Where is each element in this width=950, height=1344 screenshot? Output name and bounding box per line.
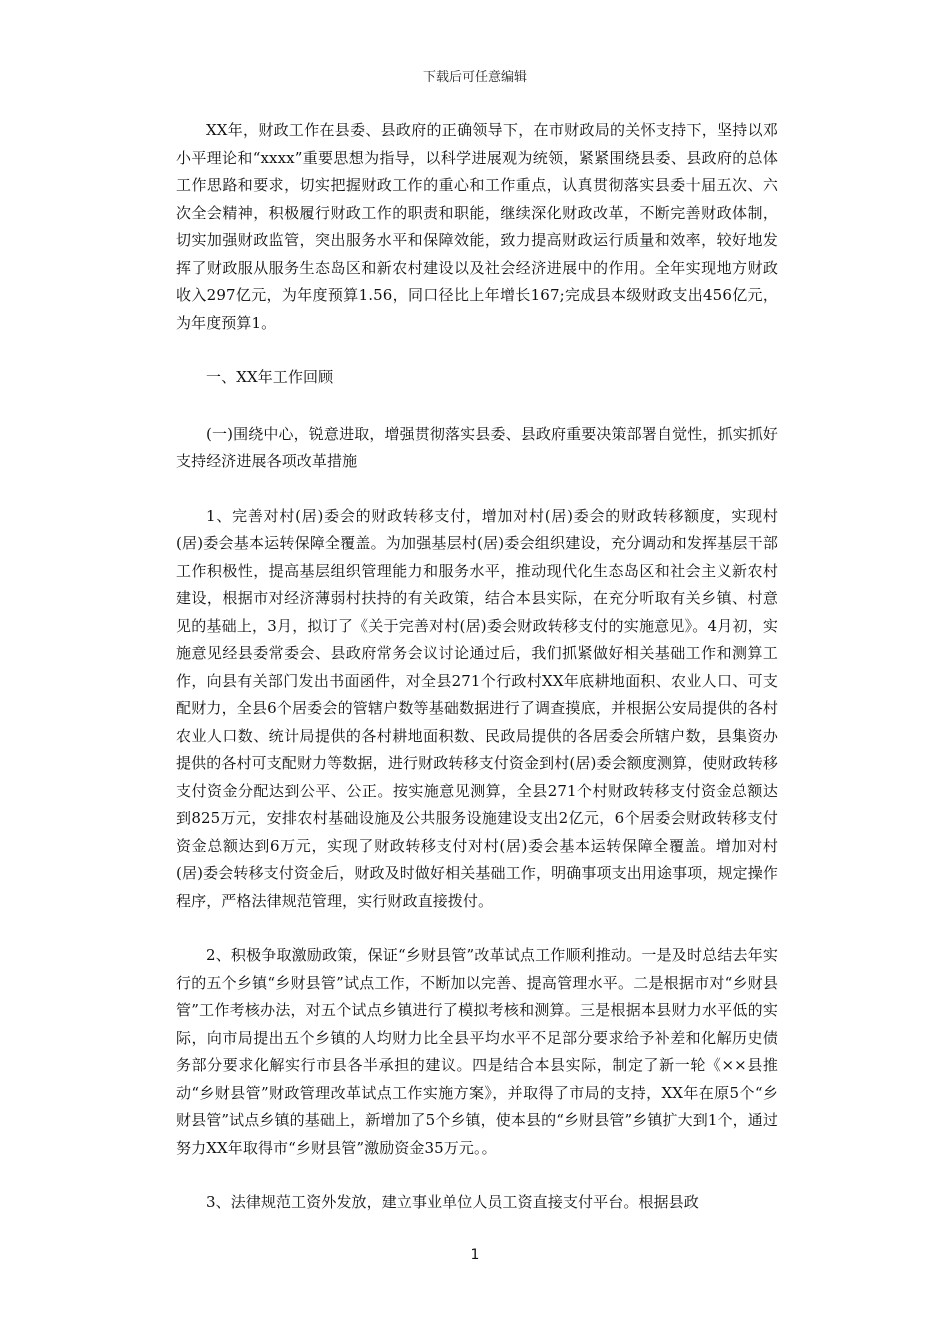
- body-paragraph-3: 3、法律规范工资外发放，建立事业单位人员工资直接支付平台。根据县政: [206, 1193, 699, 1211]
- page-header-note: 下载后可任意编辑: [422, 70, 527, 85]
- document-body: [176, 117, 778, 1244]
- subsection-heading: (一)围绕中心，锐意进取，增强贯彻落实县委、县政府重要决策部署自觉性，抓实抓好支持经济进展各项改革措施: [176, 424, 778, 470]
- body-paragraph-1: 1、完善对村(居)委会的财政转移支付，增加对村(居)委会的财政转移额度，实现村(居)委会基本运转保障全覆盖。为加强基层村(居)委会组织建设，充分调动和发挥基层干部工作积极性，提高基层组织管理能力和服务水平，推动现代化生态岛区和社会主义新农村建设，根据市对经济薄弱村扶持的有关政策，结合本县实际，在充分听取有关乡镇、村意见的基础上，3月，拟订了《关于完善对村(居)委会财政转移支付的实施意见》。4月初，实施意见经县委常委会、县政府常务会议讨论通过后，我们抓紧做好相关基础工作和测算工作，向县有关部门发出书面函件，对全县271个行政村XX年底耕地面积、农业人口、可支配财力，全县6个居委会的管辖户数等基础数据进行了调查摸底，并根据公安局提供的各村农业人口数、统计局提供的各村耕地面积数、民政局提供的各居委会所辖户数，县集资办提供的各村可支配财力等数据，进行财政转移支付资金到村(居)委会额度测算，使财政转移支付资金分配达到公平、公正。按实施意见测算，全县271个村财政转移支付资金总额达到825万元，安排农村基础设施及公共服务设施建设支出2亿元，6个居委会财政转移支付资金总额达到6万元，实现了财政转移支付对村(居)委会基本运转保障全覆盖。增加对村(居)委会转移支付资金后，财政及时做好相关基础工作，明确事项支出用途事项，规定操作程序，严格法律规范管理，实行财政直接拨付。: [176, 506, 778, 910]
- body-paragraph-2: 2、积极争取激励政策，保证“乡财县管”改革试点工作顺利推动。一是及时总结去年实行的五个乡镇“乡财县管”试点工作，不断加以完善、提高管理水平。二是根据市对“乡财县管”工作考核办法，对五个试点乡镇进行了模拟考核和测算。三是根据本县财力水平低的实际，向市局提出五个乡镇的人均财力比全县平均水平不足部分要求给予补差和化解历史债务部分要求化解实行市县各半承担的建议。四是结合本县实际，制定了新一轮《××县推动“乡财县管”财政管理改革试点工作实施方案》，并取得了市局的支持，XX年在原5个“乡财县管”试点乡镇的基础上，新增加了5个乡镇，使本县的“乡财县管”乡镇扩大到1个，通过努力XX年取得市“乡财县管”激励资金35万元。。: [176, 946, 778, 1157]
- section-heading: 一、XX年工作回顾: [206, 368, 334, 386]
- intro-paragraph: XX年，财政工作在县委、县政府的正确领导下，在市财政局的关怀支持下，坚持以邓小平理论和“xxxx”重要思想为指导，以科学进展观为统领，紧紧围绕县委、县政府的总体工作思路和要求，切实把握财政工作的重心和工作重点，认真贯彻落实县委十届五次、六次全会精神，积极履行财政工作的职责和职能，继续深化财政改革，不断完善财政体制，切实加强财政监管，突出服务水平和保障效能，致力提高财政运行质量和效率，较好地发挥了财政服从服务生态岛区和新农村建设以及社会经济进展中的作用。全年实现地方财政收入297亿元，为年度预算1.56，同口径比上年增长167;完成县本级财政支出456亿元，为年度预算1。: [176, 121, 778, 332]
- page-number: 1: [470, 1247, 480, 1263]
